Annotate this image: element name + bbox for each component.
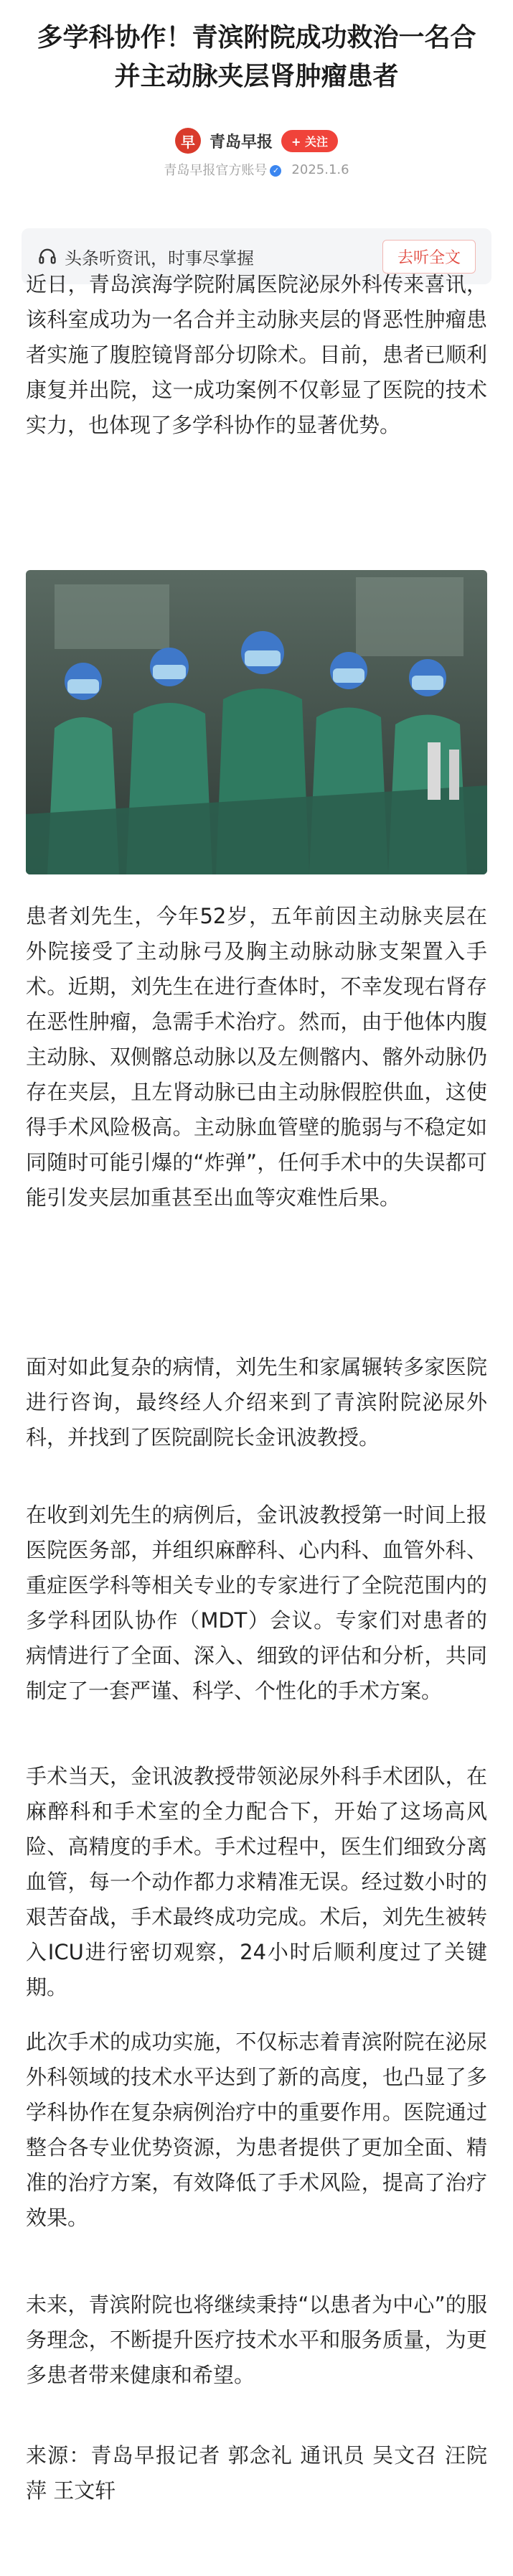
paragraph-mdt: 在收到刘先生的病例后，金讯波教授第一时间上报医院医务部，并组织麻醉科、心内科、血管外科、重症医学科等相关专业的专家进行了全院范围内的多学科团队协作（MDT）会议。专家们对患者的病情进行了全面、深入、细致的评估和分析，共同制定了一套严谨、科学、个性化的手术方案。 bbox=[26, 1503, 487, 1703]
follow-button[interactable]: + 关注 bbox=[281, 130, 338, 152]
paragraph-significance: 此次手术的成功实施，不仅标志着青滨附院在泌尿外科领域的技术水平达到了新的高度，也凸显了多学科协作在复杂病例治疗中的重要作用。医院通过整合各专业优势资源，为患者提供了更加全面、精准的治疗方案，有效降低了手术风险，提高了治疗效果。 bbox=[26, 2030, 487, 2230]
author-name[interactable]: 青岛早报 bbox=[210, 133, 273, 151]
publish-date: 2025.1.6 bbox=[291, 162, 349, 177]
paragraph-surgery: 手术当天，金讯波教授带领泌尿外科手术团队，在麻醉科和手术室的全力配合下，开始了这场高风险、高精度的手术。手术过程中，医生们细致分离血管，每一个动作都力求精准无误。经过数小时的艰苦奋战，手术最终成功完成。术后，刘先生被转入ICU进行密切观察，24小时后顺利度过了关键期。 bbox=[26, 1764, 487, 1999]
article-meta bbox=[0, 159, 513, 179]
article-source: 来源：青岛早报记者 郭念礼 通讯员 吴文召 汪院萍 王文轩 bbox=[26, 2443, 487, 2503]
author-row bbox=[0, 126, 513, 155]
verified-badge-icon: ✓ bbox=[270, 165, 281, 177]
article-title: 多学科协作！青滨附院成功救治一名合并主动脉夹层肾肿瘤患者 bbox=[37, 23, 476, 91]
paragraph-case: 患者刘先生，今年52岁，五年前因主动脉夹层在外院接受了主动脉弓及胸主动脉动脉支架置入手术。近期，刘先生在进行查体时，不幸发现右肾存在恶性肿瘤，急需手术治疗。然而，由于他体内腹主动脉、双侧髂总动脉以及左侧髂内、髂外动脉仍存在夹层，且左肾动脉已由主动脉假腔供血，这使得手术风险极高。主动脉血管壁的脆弱与不稳定如同随时可能引爆的“炸弹”，任何手术中的失误都可能引发夹层加重甚至出血等灾难性后果。 bbox=[26, 904, 487, 1210]
paragraph-intro: 近日，青岛滨海学院附属医院泌尿外科传来喜讯，该科室成功为一名合并主动脉夹层的肾恶性肿瘤患者实施了腹腔镜肾部分切除术。目前，患者已顺利康复并出院，这一成功案例不仅彰显了医院的技术实力，也体现了多学科协作的显著优势。 bbox=[26, 272, 487, 437]
listen-bar-text: 头条听资讯，时事尽掌握 bbox=[65, 248, 254, 269]
source-account-label: 青岛早报官方账号 bbox=[164, 163, 268, 178]
surgery-photo bbox=[26, 570, 487, 874]
paragraph-future: 未来，青滨附院也将继续秉持“以患者为中心”的服务理念，不断提升医疗技术水平和服务质量，为更多患者带来健康和希望。 bbox=[26, 2292, 487, 2387]
listen-full-button[interactable]: 去听全文 bbox=[382, 240, 476, 274]
author-avatar[interactable]: 早 bbox=[175, 128, 201, 154]
paragraph-consultation: 面对如此复杂的病情，刘先生和家属辗转多家医院进行咨询，最终经人介绍来到了青滨附院泌尿外科，并找到了医院副院长金讯波教授。 bbox=[26, 1355, 487, 1450]
headphone-icon bbox=[37, 246, 57, 266]
surgery-team-image bbox=[26, 570, 487, 874]
source-account bbox=[164, 160, 281, 179]
